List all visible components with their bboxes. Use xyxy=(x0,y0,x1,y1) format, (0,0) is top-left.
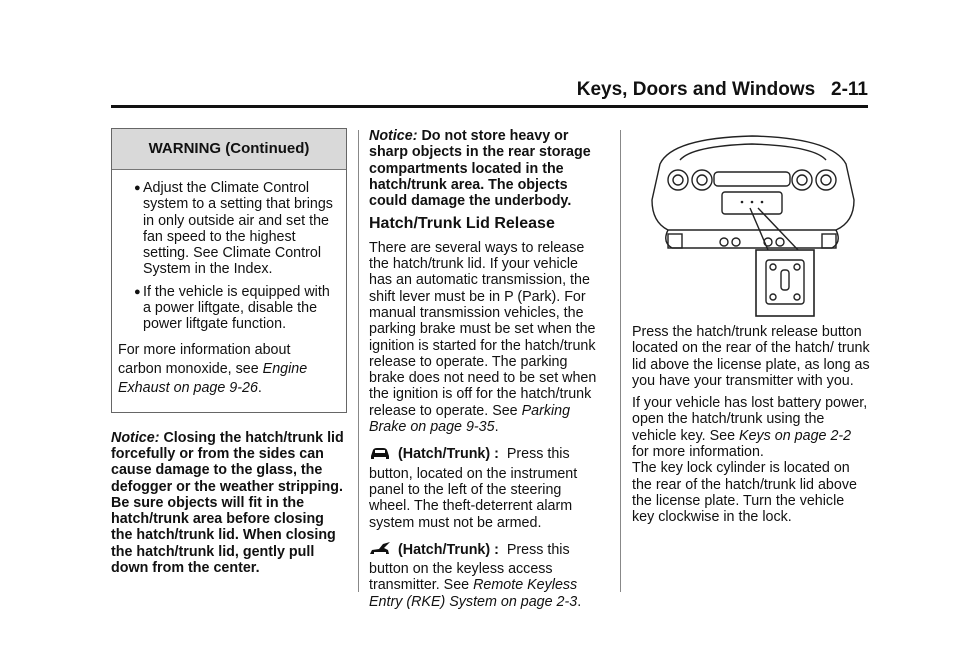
warning-box xyxy=(111,128,347,413)
release-paragraph: There are several ways to release the hatch/trunk lid. If your vehicle has an automatic transmission, the shift lever must be in P (Park). For manual transmission vehicles, the parking brake must be set when the ignition is started for the hatch/trunk release to operate. The parking brake does not need to be set when the ignition is off for the hatch/trunk release to operate. See Parking Brake on page 9-35. xyxy=(369,239,597,436)
notice-storage xyxy=(369,128,601,209)
section-heading: Hatch/Trunk Lid Release xyxy=(369,215,555,233)
warning-bullet: ● If the vehicle is equipped with a power liftgate, disable the power liftgate function. xyxy=(134,283,330,333)
cross-reference: Engine Exhaust on page 9-26 xyxy=(118,360,308,396)
header-rule xyxy=(111,105,868,108)
hatch-button-description: (Hatch/Trunk) : Press this button, located on the instrument panel to the left of the steering wheel. The theft-deterrent alarm system must not be armed. xyxy=(369,446,578,531)
key-lock-paragraph: The key lock cylinder is located on the rear of the hatch/trunk lid above the license plate. Turn the vehicle key clockwise in the lock. xyxy=(632,460,857,526)
running-header: Keys, Doors and Windows 2-11 xyxy=(576,79,868,100)
warning-title: WARNING (Continued) xyxy=(112,129,346,170)
bullet-icon: ● xyxy=(134,285,141,298)
warning-body xyxy=(112,170,346,412)
hatch-release-illustration xyxy=(632,130,870,320)
transmitter-button-description: (Hatch/Trunk) : Press this button on the keyless access transmitter. See Remote Keyless Entry (RKE) System on page 2-3. xyxy=(369,541,582,610)
cross-reference: Remote Keyless Entry (RKE) System on page 2-3 xyxy=(369,577,578,610)
notice-text: Do not store heavy or sharp objects in the rear storage compartments located in the hatch/trunk area. The objects could damage the underbody. xyxy=(369,128,591,210)
release-button-paragraph: Press the hatch/trunk release button located on the rear of the hatch/ trunk lid above the license plate, as long as you have your transmitter with you. xyxy=(632,324,870,389)
cross-reference: Keys on page 2-2 xyxy=(739,427,852,444)
notice-closing xyxy=(111,430,347,577)
lost-power-paragraph: If your vehicle has lost battery power, open the hatch/trunk using the vehicle key. See Keys on page 2-2 for more information. xyxy=(632,395,868,461)
page-number: 2-11 xyxy=(831,79,868,100)
column-1 xyxy=(111,128,347,582)
warning-more-info: For more information about carbon monoxide, see Engine Exhaust on page 9-26. xyxy=(118,341,308,396)
column-2 xyxy=(369,128,601,616)
column-divider xyxy=(358,130,359,592)
cross-reference: Parking Brake on page 9-35 xyxy=(369,402,571,436)
column-3 xyxy=(632,128,870,532)
column-divider xyxy=(620,130,621,592)
notice-text: Closing the hatch/trunk lid forcefully or from the sides can cause damage to the glass, the defogger or the weather stripping. Be sure objects will fit in the hatch/trunk area before closing the hatch/trunk lid. When closing the hatch/trunk lid, gently pull down from the center. xyxy=(111,429,344,577)
warning-bullet: ● Adjust the Climate Control system to a setting that brings in only outside air and set the fan speed to the highest setting. See Climate Control System in the Index. xyxy=(134,180,333,278)
notice-label: Notice: xyxy=(111,429,160,446)
car-rear-icon xyxy=(369,445,391,465)
page-header xyxy=(111,79,868,107)
notice-label: Notice: xyxy=(369,128,418,144)
open-hatch-icon xyxy=(369,541,391,561)
bullet-icon: ● xyxy=(134,182,141,194)
